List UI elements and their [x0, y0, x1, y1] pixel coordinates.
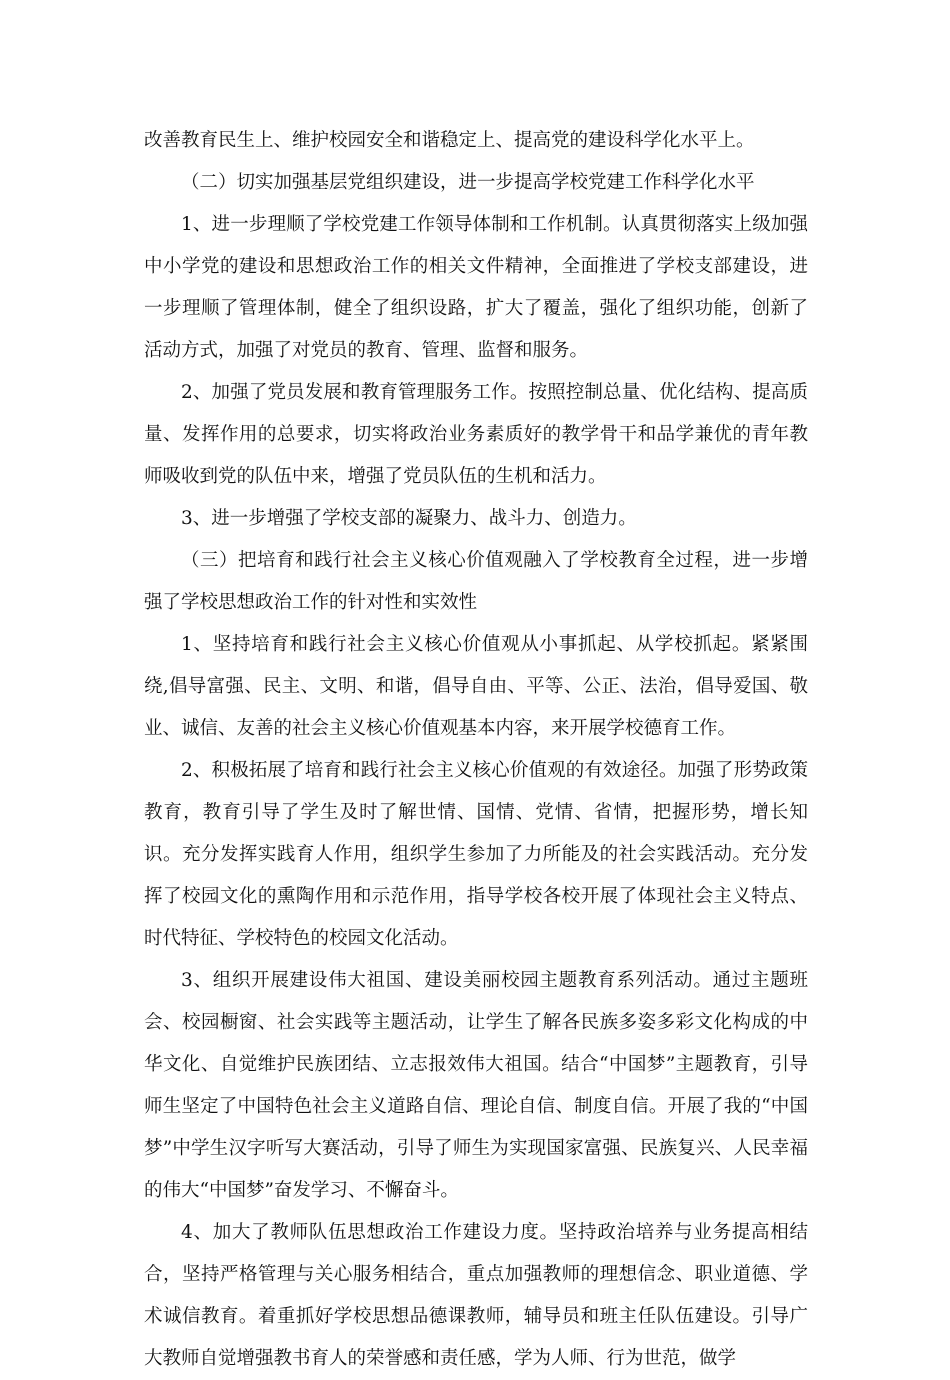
document-page [144, 120, 808, 1380]
paragraph-3-4: 4、加大了教师队伍思想政治工作建设力度。坚持政治培养与业务提高相结合，坚持严格管理与关心服务相结合，重点加强教师的理想信念、职业道德、学术诚信教育。着重抓好学校思想品德课教师，辅导员和班主任队伍建设。引导广大教师自觉增强教书育人的荣誉感和责任感，学为人师、行为世范，做学 [144, 1222, 808, 1369]
paragraph-3-3: 3、组织开展建设伟大祖国、建设美丽校园主题教育系列活动。通过主题班会、校园橱窗、社会实践等主题活动，让学生了解各民族多姿多彩文化构成的中华文化、自觉维护民族团结、立志报效伟大祖国。结合“中国梦”主题教育，引导师生坚定了中国特色社会主义道路自信、理论自信、制度自信。开展了我的“中国梦”中学生汉字听写大赛活动，引导了师生为实现国家富强、民族复兴、人民幸福的伟大“中国梦”奋发学习、不懈奋斗。 [144, 970, 808, 1201]
paragraph-2-3: 3、进一步增强了学校支部的凝聚力、战斗力、创造力。 [181, 508, 637, 529]
section-heading-3: （三）把培育和践行社会主义核心价值观融入了学校教育全过程，进一步增强了学校思想政治工作的针对性和实效性 [144, 550, 808, 613]
paragraph-3-1: 1、坚持培育和践行社会主义核心价值观从小事抓起、从学校抓起。紧紧围绕,倡导富强、民主、文明、和谐，倡导自由、平等、公正、法治，倡导爱国、敬业、诚信、友善的社会主义核心价值观基本内容，来开展学校德育工作。 [144, 634, 808, 739]
paragraph-2-2: 2、加强了党员发展和教育管理服务工作。按照控制总量、优化结构、提高质量、发挥作用的总要求，切实将政治业务素质好的教学骨干和品学兼优的青年教师吸收到党的队伍中来，增强了党员队伍的生机和活力。 [144, 382, 808, 487]
paragraph-continuation: 改善教育民生上、维护校园安全和谐稳定上、提高党的建设科学化水平上。 [144, 130, 755, 151]
paragraph-3-2: 2、积极拓展了培育和践行社会主义核心价值观的有效途径。加强了形势政策教育，教育引导了学生及时了解世情、国情、党情、省情，把握形势，增长知识。充分发挥实践育人作用，组织学生参加了力所能及的社会实践活动。充分发挥了校园文化的熏陶作用和示范作用，指导学校各校开展了体现社会主义特点、时代特征、学校特色的校园文化活动。 [144, 760, 808, 949]
paragraph-2-1: 1、进一步理顺了学校党建工作领导体制和工作机制。认真贯彻落实上级加强中小学党的建设和思想政治工作的相关文件精神，全面推进了学校支部建设，进一步理顺了管理体制，健全了组织设路，扩大了覆盖，强化了组织功能，创新了活动方式，加强了对党员的教育、管理、监督和服务。 [144, 214, 808, 361]
section-heading-2: （二）切实加强基层党组织建设，进一步提高学校党建工作科学化水平 [181, 172, 755, 193]
